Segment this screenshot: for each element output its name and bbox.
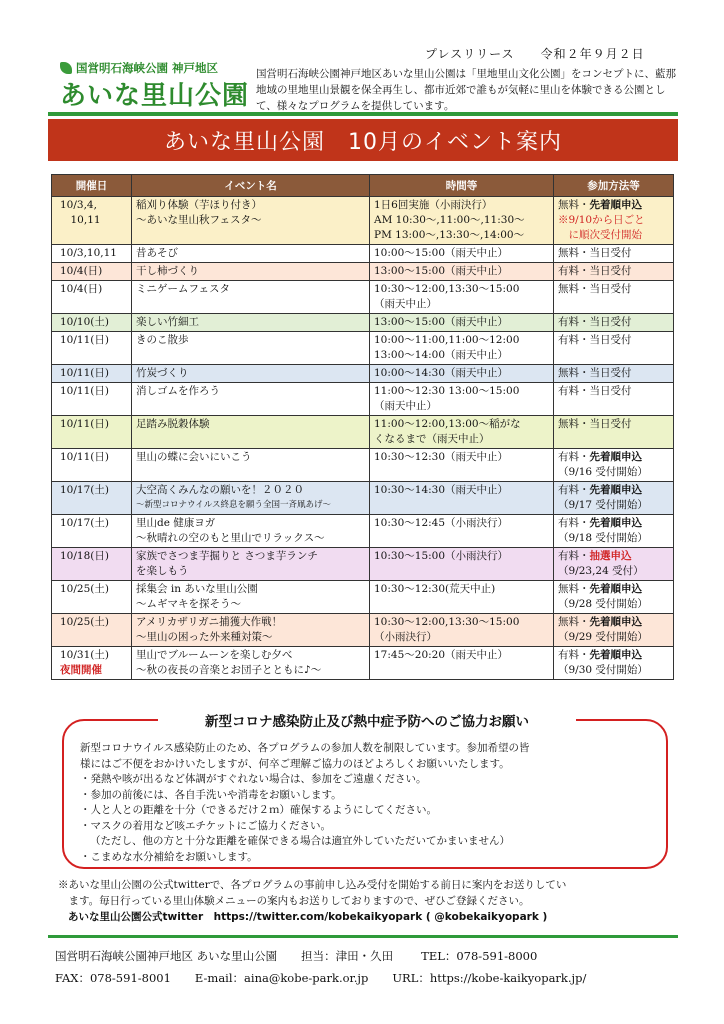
event-time-line: 10:30～14:30（雨天中止） <box>374 484 509 496</box>
event-method-line <box>558 315 669 330</box>
method-type: 当日受付 <box>589 418 632 430</box>
footnote-line: ます。毎日行っている里山体験メニューの案内もお送りしておりますので、ぜひご登録ください。 <box>58 895 530 907</box>
event-date-line: 夜間開催 <box>60 664 102 676</box>
event-time-cell <box>370 314 554 332</box>
event-date-cell <box>52 281 132 314</box>
event-method-cell <box>554 281 674 314</box>
table-row <box>52 263 674 281</box>
event-method-cell <box>554 614 674 647</box>
method-fee: 有料・ <box>558 265 590 277</box>
event-method-line <box>558 450 669 465</box>
event-time-cell <box>370 383 554 416</box>
method-type: 当日受付 <box>589 283 632 295</box>
event-name-cell <box>132 581 370 614</box>
method-type: 当日受付 <box>589 334 632 346</box>
method-fee: 有料・ <box>558 316 590 328</box>
event-time-line: 10:00～15:00（雨天中止） <box>374 247 509 259</box>
event-date-line: 10/25(土) <box>60 616 109 628</box>
event-time-line: 10:30～12:00,13:30～15:00 <box>374 616 520 628</box>
header-event-name: イベント名 <box>132 175 370 197</box>
event-method-cell <box>554 263 674 281</box>
event-date-line: 10/11(日) <box>60 367 109 379</box>
method-fee: 有料・ <box>558 484 590 496</box>
footer-row <box>55 945 685 967</box>
event-name-cell <box>132 647 370 680</box>
event-name-line: 家族でさつま芋掘りと さつま芋ランチ <box>136 550 318 562</box>
event-name-line: ～あいな里山秋フェスタ～ <box>136 214 262 226</box>
method-fee: 無料・ <box>558 283 590 295</box>
method-type: 当日受付 <box>589 265 632 277</box>
footer-url[interactable]: URL：https://kobe-kaikyopark.jp/ <box>392 971 587 985</box>
event-method-line: （9/16 受付開始） <box>558 466 648 478</box>
event-method-cell <box>554 416 674 449</box>
method-fee: 無料・ <box>558 247 590 259</box>
table-row <box>52 314 674 332</box>
event-name-line: 大空高くみんなの願いを！２０２０ <box>136 484 304 496</box>
table-row <box>52 383 674 416</box>
event-time-cell <box>370 515 554 548</box>
event-name-line: ミニゲームフェスタ <box>136 283 230 295</box>
table-row <box>52 332 674 365</box>
event-time-cell <box>370 614 554 647</box>
method-type: 先着順申込 <box>589 649 642 661</box>
event-time-line: 11:00～12:30 13:00～15:00 <box>374 385 520 397</box>
notice-line: ・マスクの着用など咳エチケットにご協力ください。 <box>80 819 332 832</box>
event-name-cell <box>132 263 370 281</box>
event-date-cell <box>52 647 132 680</box>
event-time-line: 1日6回実施（小雨決行） <box>374 199 493 211</box>
event-method-cell <box>554 365 674 383</box>
event-time-line: PM 13:00～,13:30～,14:00～ <box>374 229 525 241</box>
header-method: 参加方法等 <box>554 175 674 197</box>
method-type: 先着順申込 <box>589 199 642 211</box>
method-fee: 無料・ <box>558 616 590 628</box>
event-date-line: 10/3,4, <box>60 199 97 211</box>
event-time-line: （雨天中止） <box>374 298 437 310</box>
header-date: 開催日 <box>52 175 132 197</box>
method-fee: 有料・ <box>558 334 590 346</box>
table-row <box>52 416 674 449</box>
notice-line: ・発熱や咳が出るなど体調がすぐれない場合は、参加をご遠慮ください。 <box>80 773 427 785</box>
table-row <box>52 647 674 680</box>
event-name-line: ～秋晴れの空のもと里山でリラックス～ <box>136 532 325 544</box>
event-time-line: 11:00～12:00,13:00～稲がな <box>374 418 521 430</box>
method-type: 当日受付 <box>589 367 632 379</box>
method-fee: 有料・ <box>558 451 590 463</box>
event-method-line <box>558 264 669 279</box>
table-row <box>52 614 674 647</box>
event-method-line: （9/23,24 受付） <box>558 565 644 577</box>
event-method-line <box>558 615 669 630</box>
intro-text: 国営明石海峡公園神戸地区あいな里山公園は「里地里山文化公園」をコンセプトに、藍那地域の里地里山景観を保全再生し、都市近郊で誰もが気軽に里山を体験できる公園として、様々なプログラムを提供しています。 <box>256 68 676 112</box>
event-method-line <box>558 582 669 597</box>
notice-body <box>80 741 658 865</box>
event-time-line: 10:00～14:30（雨天中止） <box>374 367 509 379</box>
notice-line: ・こまめな水分補給をお願いします。 <box>80 850 258 863</box>
notice-line: （ただし、他の方と十分な距離を確保できる場合は適宜外していただいてかまいません） <box>90 835 510 847</box>
event-method-cell <box>554 647 674 680</box>
event-name-cell <box>132 482 370 515</box>
notice-line: 様にはご不便をおかけいたしますが、何卒ご理解ご協力のほどよろしくお願いいたします。 <box>80 757 510 770</box>
method-type: 先着順申込 <box>589 616 642 628</box>
event-method-line <box>558 246 669 261</box>
event-time-line: 17:45～20:20（雨天中止） <box>374 649 509 661</box>
event-method-cell <box>554 314 674 332</box>
release-date: 令和２年９月２日 <box>540 47 645 61</box>
event-name-line: アメリカザリガニ捕獲大作戦！ <box>136 616 283 628</box>
notice-line: ・参加の前後には、各自手洗いや消毒をお願いします。 <box>80 788 342 801</box>
footer-fax: FAX：078-591-8001 <box>55 971 171 985</box>
bottom-divider <box>48 935 678 938</box>
method-fee: 有料・ <box>558 517 590 529</box>
event-time-cell <box>370 548 554 581</box>
event-time-cell <box>370 245 554 263</box>
footer-org: 国営明石海峡公園神戸地区 あいな里山公園 <box>55 949 278 963</box>
event-method-line <box>558 282 669 297</box>
event-name-cell <box>132 365 370 383</box>
method-fee: 有料・ <box>558 649 590 661</box>
event-method-cell <box>554 245 674 263</box>
event-time-cell <box>370 197 554 245</box>
logo-title: あいな里山公園 <box>60 81 250 111</box>
event-date-cell <box>52 581 132 614</box>
method-fee: 有料・ <box>558 550 590 562</box>
event-date-cell <box>52 515 132 548</box>
event-date-cell <box>52 482 132 515</box>
table-row <box>52 581 674 614</box>
method-type: 先着順申込 <box>589 517 642 529</box>
event-time-line: 10:30～15:00（小雨決行） <box>374 550 509 562</box>
event-name-line: 足踏み脱穀体験 <box>136 418 210 430</box>
event-time-line: 10:30～12:30（雨天中止） <box>374 451 509 463</box>
event-date-line: 10/11(日) <box>60 451 109 463</box>
event-name-line: きのこ散歩 <box>136 334 189 346</box>
event-time-line: くなるまで（雨天中止） <box>374 433 490 445</box>
event-method-cell <box>554 482 674 515</box>
event-date-cell <box>52 245 132 263</box>
event-name-line: 昔あそび <box>136 247 178 259</box>
event-name-cell <box>132 515 370 548</box>
event-time-cell <box>370 647 554 680</box>
event-date-cell <box>52 332 132 365</box>
footer-tel: TEL：078-591-8000 <box>421 949 538 963</box>
event-time-cell <box>370 281 554 314</box>
event-method-line: に順次受付開始 <box>558 229 642 241</box>
event-date-line: 10/11(日) <box>60 334 109 346</box>
press-release-header <box>425 45 645 62</box>
method-type: 当日受付 <box>589 247 632 259</box>
event-name-line: 里山でブルームーンを楽しむ夕べ <box>136 649 293 661</box>
method-fee: 無料・ <box>558 367 590 379</box>
method-type: 当日受付 <box>589 316 632 328</box>
event-name-line: ～里山の困った外来種対策～ <box>136 631 273 643</box>
table-row <box>52 245 674 263</box>
event-time-line: 13:00～14:00（雨天中止） <box>374 349 509 361</box>
event-date-cell <box>52 614 132 647</box>
method-type: 当日受付 <box>589 385 632 397</box>
table-row <box>52 548 674 581</box>
event-method-line <box>558 516 669 531</box>
footer-email[interactable]: E-mail：aina@kobe-park.or.jp <box>194 971 369 985</box>
event-name-cell <box>132 383 370 416</box>
table-row <box>52 365 674 383</box>
event-method-cell <box>554 332 674 365</box>
event-method-line: （9/17 受付開始） <box>558 499 648 511</box>
event-date-line: 10/17(土) <box>60 484 109 496</box>
table-header-row <box>52 175 674 197</box>
table-row <box>52 197 674 245</box>
event-time-line: 10:30～12:00,13:30～15:00 <box>374 283 520 295</box>
event-time-cell <box>370 365 554 383</box>
event-name-line: ～秋の夜長の音楽とお団子とともに♪～ <box>136 664 322 676</box>
event-name-line: を楽しもう <box>136 565 189 577</box>
event-date-cell <box>52 416 132 449</box>
method-fee: 無料・ <box>558 199 590 211</box>
event-name-line: 里山de 健康ヨガ <box>136 517 216 529</box>
table-row <box>52 515 674 548</box>
event-name-line: 稲刈り体験（芋ほり付き） <box>136 199 262 211</box>
footnote-line: ※あいな里山公園の公式twitterで、各プログラムの事前申し込み受付を開始する前日に案内をお送りしてい <box>58 879 567 891</box>
event-method-cell <box>554 197 674 245</box>
method-fee: 有料・ <box>558 385 590 397</box>
event-time-cell <box>370 332 554 365</box>
event-name-cell <box>132 614 370 647</box>
logo-subtitle <box>60 60 218 76</box>
logo-subtitle-text: 国営明石海峡公園 神戸地区 <box>76 61 219 75</box>
event-name-line: ～新型コロナウイルス終息を願う全国一斉凧あげ～ <box>136 500 331 510</box>
events-table <box>51 174 674 680</box>
event-name-cell <box>132 281 370 314</box>
event-method-line <box>558 549 669 564</box>
event-name-line: ～ムギマキを探そう～ <box>136 598 241 610</box>
events-table-body <box>52 197 674 680</box>
event-method-cell <box>554 548 674 581</box>
event-method-line: （9/18 受付開始） <box>558 532 648 544</box>
event-method-cell <box>554 449 674 482</box>
event-name-cell <box>132 449 370 482</box>
event-time-cell <box>370 263 554 281</box>
park-logo <box>60 60 250 111</box>
method-type: 先着順申込 <box>589 583 642 595</box>
table-row <box>52 449 674 482</box>
leaf-icon <box>60 62 72 74</box>
notice-line: 新型コロナウイルス感染防止のため、各プログラムの参加人数を制限しています。参加希望の皆 <box>80 742 530 754</box>
event-name-cell <box>132 332 370 365</box>
event-method-line <box>558 198 669 213</box>
event-date-line: 10/10(土) <box>60 316 109 328</box>
event-method-line <box>558 417 669 432</box>
event-date-cell <box>52 365 132 383</box>
method-type: 先着順申込 <box>589 451 642 463</box>
footer-contact: 担当：津田・久田 <box>301 949 394 963</box>
notice-line: ・人と人との距離を十分（できるだけ２ｍ）確保するようにしてください。 <box>80 804 437 816</box>
event-time-cell <box>370 416 554 449</box>
event-method-line <box>558 333 669 348</box>
event-date-line: 10/4(日) <box>60 283 103 295</box>
method-fee: 無料・ <box>558 583 590 595</box>
method-fee: 無料・ <box>558 418 590 430</box>
event-time-line: AM 10:30～,11:00～,11:30～ <box>374 214 525 226</box>
event-method-cell <box>554 581 674 614</box>
event-method-line: （9/30 受付開始） <box>558 664 648 676</box>
event-time-line: （雨天中止） <box>374 400 437 412</box>
event-time-cell <box>370 482 554 515</box>
event-method-line <box>558 384 669 399</box>
event-method-line: （9/29 受付開始） <box>558 631 648 643</box>
event-name-line: 楽しい竹細工 <box>136 316 199 328</box>
event-time-line: 10:30～12:45（小雨決行） <box>374 517 509 529</box>
method-type: 先着順申込 <box>589 484 642 496</box>
event-name-cell <box>132 548 370 581</box>
event-time-line: 13:00～15:00（雨天中止） <box>374 316 509 328</box>
event-time-line: 10:30～12:30(荒天中止) <box>374 583 496 595</box>
event-date-line: 10/18(日) <box>60 550 109 562</box>
method-type: 抽選申込 <box>589 550 632 562</box>
event-name-line: 里山の蝶に会いにいこう <box>136 451 252 463</box>
footer-row <box>55 967 685 989</box>
event-method-cell <box>554 383 674 416</box>
event-method-line: （9/28 受付開始） <box>558 598 648 610</box>
event-method-line <box>558 648 669 663</box>
event-method-line <box>558 366 669 381</box>
event-name-cell <box>132 416 370 449</box>
event-method-line <box>558 483 669 498</box>
table-row <box>52 281 674 314</box>
event-date-line: 10/11(日) <box>60 418 109 430</box>
table-row <box>52 482 674 515</box>
twitter-link[interactable]: あいな里山公園公式twitter https://twitter.com/kobekaikyopark ( @kobekaikyopark ) <box>68 911 548 923</box>
contact-footer <box>55 945 685 989</box>
event-time-cell <box>370 449 554 482</box>
event-date-line: 10/3,10,11 <box>60 247 117 259</box>
event-date-cell <box>52 263 132 281</box>
twitter-footnote <box>58 877 678 925</box>
event-method-line: ※9/10から日ごと <box>558 214 645 226</box>
top-divider <box>48 112 678 116</box>
event-name-line: 竹炭づくり <box>136 367 189 379</box>
event-time-line: （小雨決行） <box>374 631 437 643</box>
event-name-line: 採集会 in あいな里山公園 <box>136 583 258 595</box>
event-date-cell <box>52 314 132 332</box>
event-date-cell <box>52 197 132 245</box>
event-date-cell <box>52 548 132 581</box>
event-date-line: 10,11 <box>60 214 101 226</box>
event-time-line: 13:00～15:00（雨天中止） <box>374 265 509 277</box>
press-label: プレスリリース <box>425 47 515 61</box>
event-name-line: 消しゴムを作ろう <box>136 385 220 397</box>
header-time: 時間等 <box>370 175 554 197</box>
event-name-cell <box>132 197 370 245</box>
event-name-line: 干し柿づくり <box>136 265 199 277</box>
event-date-cell <box>52 383 132 416</box>
event-time-line: 10:00～11:00,11:00～12:00 <box>374 334 520 346</box>
event-name-cell <box>132 314 370 332</box>
event-method-cell <box>554 515 674 548</box>
page-title-banner: あいな里山公園 10月のイベント案内 <box>48 119 678 161</box>
event-date-cell <box>52 449 132 482</box>
notice-title: 新型コロナ感染防止及び熱中症予防へのご協力お願い <box>158 709 576 731</box>
event-date-line: 10/25(土) <box>60 583 109 595</box>
event-date-line: 10/17(土) <box>60 517 109 529</box>
event-date-line: 10/11(日) <box>60 385 109 397</box>
event-time-cell <box>370 581 554 614</box>
event-name-cell <box>132 245 370 263</box>
event-date-line: 10/31(土) <box>60 649 109 661</box>
event-date-line: 10/4(日) <box>60 265 103 277</box>
